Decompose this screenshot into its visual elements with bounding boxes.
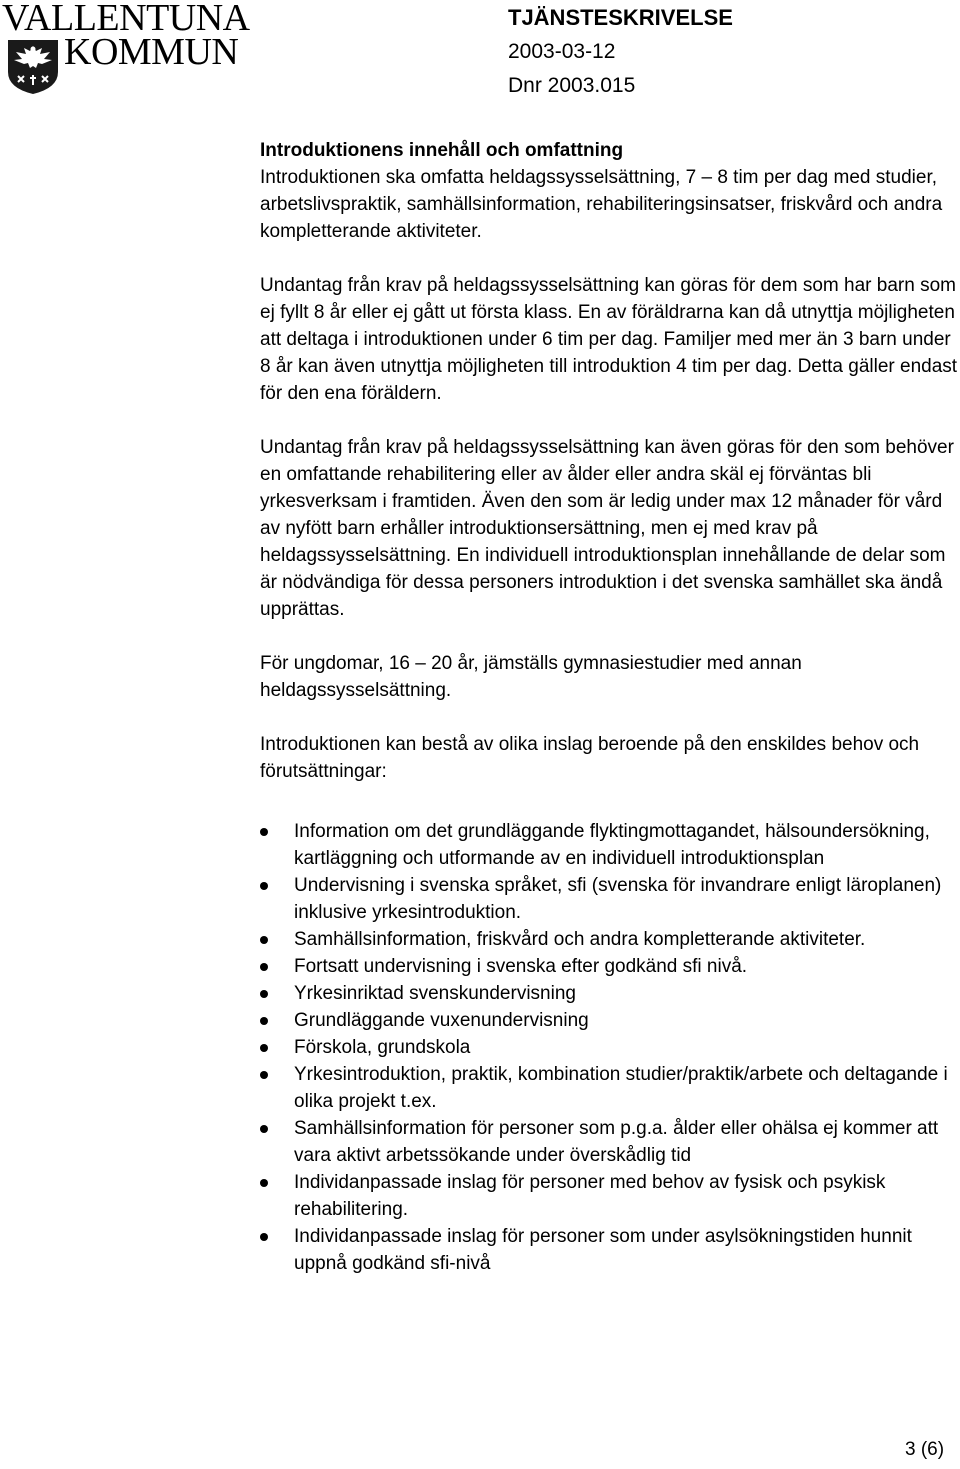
- list-item-text: Grundläggande vuxenundervisning: [294, 1010, 589, 1031]
- paragraph-exception-rehabilitation: Undantag från krav på heldagssysselsättning kan även göras för den som behöver en omfattande rehabilitering eller av ålder eller andra skäl ej förväntas bli yrkesverksam i framtiden. Även den som är ledig under max 12 månader för vård av nyfött barn erhåller introduktionsersättning, men ej med krav på heldagssysselsättning. En individuell introduktionsplan innehållande de delar som är nödvändiga för dessa personers introduktion i det svenska samhället ska ändå upprättas.: [260, 437, 954, 620]
- municipal-crest-icon: [6, 38, 60, 96]
- paragraph-youth: För ungdomar, 16 – 20 år, jämställs gymnasiestudier med annan heldagssysselsättning.: [260, 653, 802, 701]
- list-item: [260, 1115, 960, 1169]
- list-item-text: Information om det grundläggande flyktingmottagandet, hälsoundersökning, kartläggning och utformande av en individuell introduktionsplan: [294, 821, 930, 869]
- list-item-text: Individanpassade inslag för personer som under asylsökningstiden hunnit uppnå godkänd sfi-nivå: [294, 1226, 912, 1274]
- document-type: TJÄNSTESKRIVELSE: [508, 5, 733, 30]
- list-item: [260, 926, 960, 953]
- paragraph-exception-parents: Undantag från krav på heldagssysselsättning kan göras för dem som har barn som ej fyllt 8 år eller ej gått ut första klass. En av föräldrarna kan då utnyttja möjligheten att deltaga i introduktionen under 6 tim per dag. Familjer med mer än 3 barn under 8 år kan även utnyttja möjligheten till introduktion 4 tim per dag. Detta gäller endast för den ena föräldern.: [260, 275, 958, 404]
- list-item-text: Individanpassade inslag för personer med behov av fysisk och psykisk rehabilitering.: [294, 1172, 886, 1220]
- paragraph-components-intro: Introduktionen kan bestå av olika inslag beroende på den enskildes behov och förutsättningar:: [260, 734, 920, 782]
- bullet-icon: [260, 936, 268, 944]
- bullet-icon: [260, 990, 268, 998]
- bullet-icon: [260, 882, 268, 890]
- list-item-text: Yrkesinriktad svenskundervisning: [294, 983, 576, 1004]
- components-list: [260, 818, 960, 1277]
- document-header: [508, 4, 948, 100]
- list-item-text: Undervisning i svenska språket, sfi (svenska för invandrare enligt läroplanen) inklusive yrkesintroduktion.: [294, 875, 942, 923]
- bullet-icon: [260, 828, 268, 836]
- list-item: [260, 1061, 960, 1115]
- document-date: 2003-03-12: [508, 40, 616, 63]
- list-item: [260, 818, 960, 872]
- list-item-text: Förskola, grundskola: [294, 1037, 471, 1058]
- list-item-text: Fortsatt undervisning i svenska efter godkänd sfi nivå.: [294, 956, 748, 977]
- section-heading: Introduktionens innehåll och omfattning: [260, 140, 624, 161]
- document-body: [260, 137, 960, 1274]
- list-item: [260, 1223, 960, 1277]
- logo-text-kommun: KOMMUN: [64, 31, 239, 73]
- list-item: [260, 1034, 960, 1061]
- bullet-icon: [260, 1125, 268, 1133]
- list-item: [260, 1007, 960, 1034]
- bullet-icon: [260, 1017, 268, 1025]
- list-item: [260, 872, 960, 926]
- list-item-text: Samhällsinformation, friskvård och andra kompletterande aktiviteter.: [294, 929, 866, 950]
- list-item-text: Yrkesintroduktion, praktik, kombination studier/praktik/arbete och deltagande i olika projekt t.ex.: [294, 1064, 948, 1112]
- list-item: [260, 980, 960, 1007]
- municipality-logo: [0, 0, 250, 96]
- list-item-text: Samhällsinformation för personer som p.g.a. ålder eller ohälsa ej kommer att vara aktivt arbetssökande under överskådlig tid: [294, 1118, 939, 1166]
- bullet-icon: [260, 1044, 268, 1052]
- document-reference-number: Dnr 2003.015: [508, 74, 636, 97]
- bullet-icon: [260, 1233, 268, 1241]
- list-item: [260, 1169, 960, 1223]
- logo-text-vallentuna: VALLENTUNA: [2, 0, 250, 39]
- bullet-icon: [260, 1071, 268, 1079]
- bullet-icon: [260, 1179, 268, 1187]
- bullet-icon: [260, 963, 268, 971]
- paragraph-scope: Introduktionen ska omfatta heldagssysselsättning, 7 – 8 tim per dag med studier, arbetslivspraktik, samhällsinformation, rehabiliteringsinsatser, friskvård och andra kompletterande aktiviteter.: [260, 167, 943, 242]
- page-number: 3 (6): [905, 1439, 945, 1460]
- list-item: [260, 953, 960, 980]
